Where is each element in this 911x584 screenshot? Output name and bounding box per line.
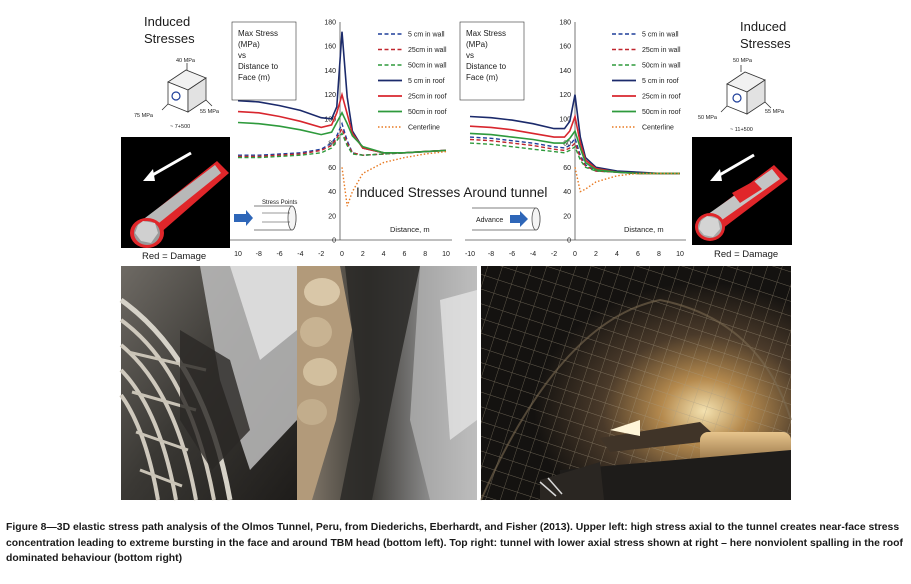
chart-right-x-tick-label: 4 [615, 251, 619, 258]
right-stress-cube [698, 58, 785, 133]
chart-right-y-tick-label: 100 [559, 116, 571, 124]
chart-left-x-tick-label: 10 [442, 251, 450, 258]
chart-right-legend-label: 5 cm in roof [642, 78, 679, 85]
chart-right-title-line: Face (m) [466, 73, 498, 82]
chart-left-y-tick-label: 140 [324, 67, 336, 75]
chart-left [230, 20, 452, 259]
right-induced-title [740, 19, 791, 51]
center-title: Induced Stresses Around tunnel [356, 185, 548, 200]
right-cube-label-top: 50 MPa [733, 58, 752, 64]
chart-right-x-tick-label: -6 [508, 251, 516, 258]
chart-left-y-tick-label: 40 [328, 189, 336, 197]
chart-left-y-tick-label: 180 [324, 19, 336, 27]
figure-caption: Figure 8—3D elastic stress path analysis of the Olmos Tunnel, Peru, from Diederichs, Eberhardt, and Fisher (2013). Upper left: high stress axial to the tunnel creates near-face stress concentration leading to extreme bursting in the face and around TBM head (bottom left). Top right: tunnel with lower axial stress shown at right – here nonviolent spalling in the roof dominated behaviour (bottom right) [6, 522, 903, 564]
chart-left-legend-label: 5 cm in wall [408, 31, 445, 39]
right-cube-label-left: 50 MPa [698, 115, 717, 121]
chart-left-title-line: Distance to [238, 62, 279, 71]
chart-right-inset [466, 202, 544, 236]
chart-left-y-tick-label: 60 [328, 164, 336, 172]
chart-right-y-tick-label: 40 [563, 189, 571, 197]
right-cube-label-bottom: ~ 11+500 [730, 127, 753, 133]
chart-left-x-tick-label: 6 [402, 251, 407, 258]
chart-left-legend-label: Centerline [408, 124, 440, 132]
left-tbm-caption: Red = Damage [142, 251, 207, 262]
chart-left-legend-label: 50cm in roof [408, 109, 447, 116]
chart-right-x-tick-label: -8 [487, 251, 495, 258]
chart-left-legend-label: 5 cm in roof [408, 78, 445, 85]
chart-left-series-line [238, 133, 446, 157]
chart-left-x-tick-label: -6 [276, 251, 283, 258]
chart-right-y-tick-label: 0 [567, 237, 571, 245]
chart-right-legend [612, 32, 681, 132]
chart-right-x-tick-label: 2 [594, 251, 598, 258]
left-tbm-damage-image [121, 137, 230, 262]
right-tbm-damage-image [692, 137, 792, 260]
chart-right-x-tick-label: -2 [550, 251, 558, 258]
right-induced-title-line1: Induced [740, 19, 787, 34]
chart-left-legend-label: 25cm in roof [408, 93, 447, 101]
chart-left-y-tick-label: 0 [332, 237, 336, 245]
chart-left-title-line: (MPa) [238, 40, 260, 49]
chart-left-y-tick-label: 160 [324, 43, 336, 51]
left-cube-label-bottom: ~ 7+500 [170, 124, 191, 130]
chart-left-x-label: Distance, m [390, 225, 430, 234]
chart-right-legend-label: 50cm in roof [642, 109, 681, 116]
chart-right-x-tick-label: -10 [464, 251, 476, 258]
chart-right-title-line: Max Stress [466, 29, 507, 38]
chart-left-x-tick-label: 2 [360, 251, 365, 258]
left-inset-label: Stress Points [262, 200, 298, 206]
chart-right-x-tick-label: 10 [676, 251, 684, 258]
chart-left-x-tick-label: -8 [255, 251, 262, 258]
chart-right-x-tick-label: 6 [636, 251, 640, 258]
chart-right-x-tick-label: 8 [657, 251, 661, 258]
chart-left-x-tick-label: -2 [318, 251, 325, 258]
left-cube-label-right: 55 MPa [200, 109, 219, 115]
left-induced-title-line2: Stresses [144, 31, 195, 46]
chart-right-y-tick-label: 180 [559, 19, 571, 27]
chart-left-y-tick-label: 20 [328, 213, 336, 221]
chart-right-y-tick-label: 20 [563, 213, 571, 221]
left-induced-title [144, 14, 195, 46]
chart-right-title-line: (MPa) [466, 40, 488, 49]
chart-right-title-line: Distance to [466, 62, 507, 71]
chart-left-x-tick-label: -4 [297, 251, 304, 258]
chart-right-x-tick-label: 0 [573, 251, 577, 258]
left-cube-label-top: 40 MPa [176, 58, 195, 64]
chart-left-legend-label: 50cm in wall [408, 62, 447, 70]
right-cube-label-right: 55 MPa [765, 109, 784, 115]
left-tunnel-photo [121, 266, 297, 500]
right-tunnel-photo [481, 266, 791, 500]
chart-left-title-box [232, 22, 296, 100]
chart-left-inset [232, 197, 302, 235]
right-tbm-caption: Red = Damage [714, 249, 779, 260]
chart-left-title-line: Face (m) [238, 73, 270, 82]
chart-right-legend-label: Centerline [642, 124, 674, 132]
chart-left-x-tick-label: 8 [423, 251, 428, 258]
chart-right-legend-label: 5 cm in wall [642, 31, 679, 39]
right-inset-label: Advance [476, 217, 504, 224]
chart-right-legend-label: 50cm in wall [642, 62, 681, 70]
chart-left-y-tick-label: 80 [328, 140, 336, 148]
left-stress-cube [134, 58, 220, 130]
chart-right-title-box [460, 22, 524, 100]
chart-left-legend-label: 25cm in wall [408, 47, 447, 54]
chart-right-y-tick-label: 80 [563, 140, 571, 148]
chart-right [460, 20, 686, 259]
chart-right-x-label: Distance, m [624, 225, 664, 234]
chart-left-x-tick-label: 4 [381, 251, 386, 258]
chart-left-x-tick-label: 0 [340, 251, 344, 258]
chart-right-legend-label: 25cm in roof [642, 93, 681, 101]
chart-right-y-tick-label: 140 [559, 67, 571, 75]
chart-right-y-tick-label: 160 [559, 43, 571, 51]
chart-right-title-line: vs [466, 51, 474, 60]
chart-right-x-tick-label: -4 [529, 251, 537, 258]
chart-left-title-line: vs [238, 51, 246, 60]
chart-left-x-tick-label: 10 [234, 251, 242, 258]
middle-tunnel-photo [297, 266, 477, 500]
right-induced-title-line2: Stresses [740, 36, 791, 51]
chart-left-y-tick-label: 120 [324, 92, 336, 100]
chart-right-y-tick-label: 120 [559, 92, 571, 100]
chart-left-title-line: Max Stress [238, 29, 279, 38]
left-cube-label-left: 75 MPa [134, 113, 153, 119]
left-induced-title-line1: Induced [144, 14, 191, 29]
chart-left-legend [378, 32, 447, 132]
chart-right-y-tick-label: 60 [563, 164, 571, 172]
chart-right-legend-label: 25cm in wall [642, 47, 681, 54]
chart-left-y-tick-label: 100 [324, 116, 336, 124]
